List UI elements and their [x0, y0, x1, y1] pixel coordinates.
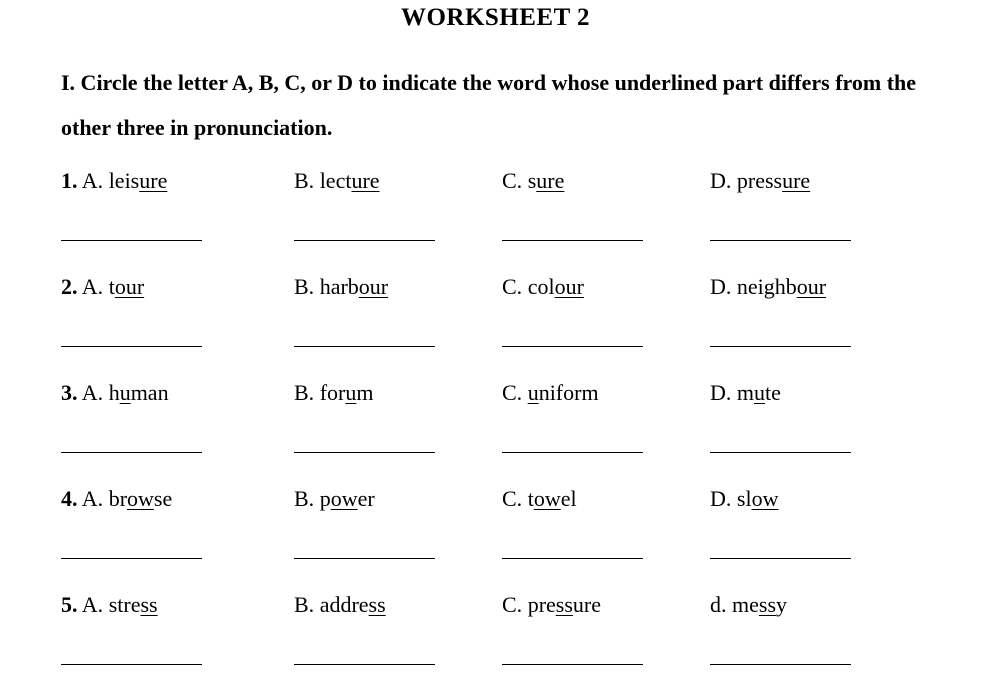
word-prefix: s: [527, 168, 537, 193]
underlined-part: ss: [555, 592, 573, 617]
option-letter: C.: [502, 380, 523, 405]
answer-option[interactable]: [61, 486, 172, 512]
word-suffix: se: [153, 486, 173, 511]
answer-blank-line[interactable]: [294, 558, 435, 559]
word-prefix: sl: [736, 486, 752, 511]
option-letter: D.: [710, 380, 732, 405]
option-letter: B.: [294, 380, 315, 405]
answer-option[interactable]: [502, 592, 601, 618]
answer-blank-line[interactable]: [294, 240, 435, 241]
option-letter: C.: [502, 592, 523, 617]
answer-option[interactable]: [294, 486, 375, 512]
word-suffix: niform: [538, 380, 599, 405]
underlined-part: our: [114, 274, 145, 299]
underlined-part: our: [358, 274, 389, 299]
answer-option[interactable]: [710, 592, 787, 618]
option-letter: C.: [502, 486, 523, 511]
word-prefix: t: [527, 486, 534, 511]
underlined-part: ow: [127, 486, 154, 511]
answer-option[interactable]: [710, 380, 781, 406]
answer-option[interactable]: [710, 486, 778, 512]
answer-option[interactable]: [294, 168, 380, 194]
word-suffix: y: [776, 592, 788, 617]
word-suffix: ure: [572, 592, 601, 617]
underlined-part: ss: [368, 592, 386, 617]
answer-option[interactable]: [502, 486, 577, 512]
option-letter: B.: [294, 274, 315, 299]
option-letter: A.: [81, 168, 104, 193]
question-number: 2.: [61, 274, 78, 299]
answer-blank-line[interactable]: [61, 240, 202, 241]
answer-option[interactable]: [294, 592, 386, 618]
question-row: [0, 486, 991, 592]
word-prefix: p: [319, 486, 331, 511]
option-letter: B.: [294, 486, 315, 511]
answer-blank-line[interactable]: [294, 664, 435, 665]
answer-option[interactable]: [294, 380, 373, 406]
instruction-text: I. Circle the letter A, B, C, or D to indicate the word whose underlined part differs from the other three in pronunciation.: [61, 70, 917, 140]
answer-blank-line[interactable]: [502, 452, 643, 453]
word-prefix: m: [736, 380, 755, 405]
question-row: [0, 592, 991, 698]
answer-blank-line[interactable]: [502, 240, 643, 241]
word-suffix: te: [765, 380, 781, 405]
underlined-part: ow: [533, 486, 561, 511]
answer-option[interactable]: [502, 274, 584, 300]
option-letter: d.: [710, 592, 727, 617]
word-prefix: h: [108, 380, 120, 405]
question-row: [0, 274, 991, 380]
underlined-part: ss: [140, 592, 158, 617]
underlined-part: ow: [751, 486, 779, 511]
word-prefix: harb: [319, 274, 359, 299]
question-number: 4.: [61, 486, 78, 511]
option-letter: C.: [502, 274, 523, 299]
option-letter: B.: [294, 592, 315, 617]
answer-blank-line[interactable]: [294, 452, 435, 453]
answer-option[interactable]: [710, 274, 826, 300]
option-letter: A.: [81, 592, 104, 617]
underlined-part: u: [527, 380, 539, 405]
option-letter: A.: [81, 486, 104, 511]
underlined-part: ure: [351, 168, 380, 193]
option-letter: A.: [81, 274, 104, 299]
option-letter: D.: [710, 168, 732, 193]
underlined-part: our: [796, 274, 827, 299]
answer-option[interactable]: [61, 380, 169, 406]
answer-blank-line[interactable]: [294, 346, 435, 347]
answer-blank-line[interactable]: [61, 346, 202, 347]
word-prefix: leis: [108, 168, 140, 193]
option-letter: B.: [294, 168, 315, 193]
underlined-part: ss: [758, 592, 777, 617]
answer-blank-line[interactable]: [710, 558, 851, 559]
word-suffix: m: [356, 380, 374, 405]
option-letter: C.: [502, 168, 523, 193]
underlined-part: ure: [782, 168, 811, 193]
underlined-part: ure: [536, 168, 565, 193]
answer-blank-line[interactable]: [502, 346, 643, 347]
word-prefix: t: [108, 274, 115, 299]
underlined-part: u: [754, 380, 766, 405]
answer-option[interactable]: [502, 168, 564, 194]
word-prefix: me: [732, 592, 759, 617]
option-letter: A.: [81, 380, 104, 405]
worksheet-title: WORKSHEET 2: [400, 4, 591, 31]
answer-blank-line[interactable]: [710, 346, 851, 347]
answer-blank-line[interactable]: [61, 664, 202, 665]
word-prefix: lect: [319, 168, 352, 193]
answer-option[interactable]: [61, 168, 167, 194]
word-suffix: el: [560, 486, 577, 511]
answer-option[interactable]: [294, 274, 388, 300]
word-prefix: for: [319, 380, 346, 405]
answer-blank-line[interactable]: [502, 558, 643, 559]
question-number: 5.: [61, 592, 78, 617]
word-suffix: er: [357, 486, 375, 511]
word-prefix: press: [736, 168, 783, 193]
answer-blank-line[interactable]: [61, 558, 202, 559]
underlined-part: u: [119, 380, 131, 405]
answer-option[interactable]: [61, 274, 144, 300]
question-number: 1.: [61, 168, 78, 193]
answer-blank-line[interactable]: [710, 664, 851, 665]
answer-blank-line[interactable]: [502, 664, 643, 665]
word-prefix: stre: [108, 592, 141, 617]
option-letter: D.: [710, 274, 732, 299]
word-prefix: addre: [319, 592, 369, 617]
option-letter: D.: [710, 486, 732, 511]
answer-blank-line[interactable]: [710, 452, 851, 453]
question-row: [0, 380, 991, 486]
answer-blank-line[interactable]: [61, 452, 202, 453]
underlined-part: our: [554, 274, 584, 299]
underlined-part: u: [345, 380, 357, 405]
underlined-part: ure: [139, 168, 168, 193]
answer-option[interactable]: [502, 380, 599, 406]
word-prefix: neighb: [736, 274, 797, 299]
question-number: 3.: [61, 380, 78, 405]
underlined-part: ow: [330, 486, 358, 511]
answer-option[interactable]: [61, 592, 158, 618]
word-prefix: br: [108, 486, 128, 511]
answer-blank-line[interactable]: [710, 240, 851, 241]
answer-option[interactable]: [710, 168, 810, 194]
word-suffix: man: [130, 380, 169, 405]
word-prefix: pre: [527, 592, 556, 617]
question-row: [0, 168, 991, 274]
word-prefix: col: [527, 274, 555, 299]
